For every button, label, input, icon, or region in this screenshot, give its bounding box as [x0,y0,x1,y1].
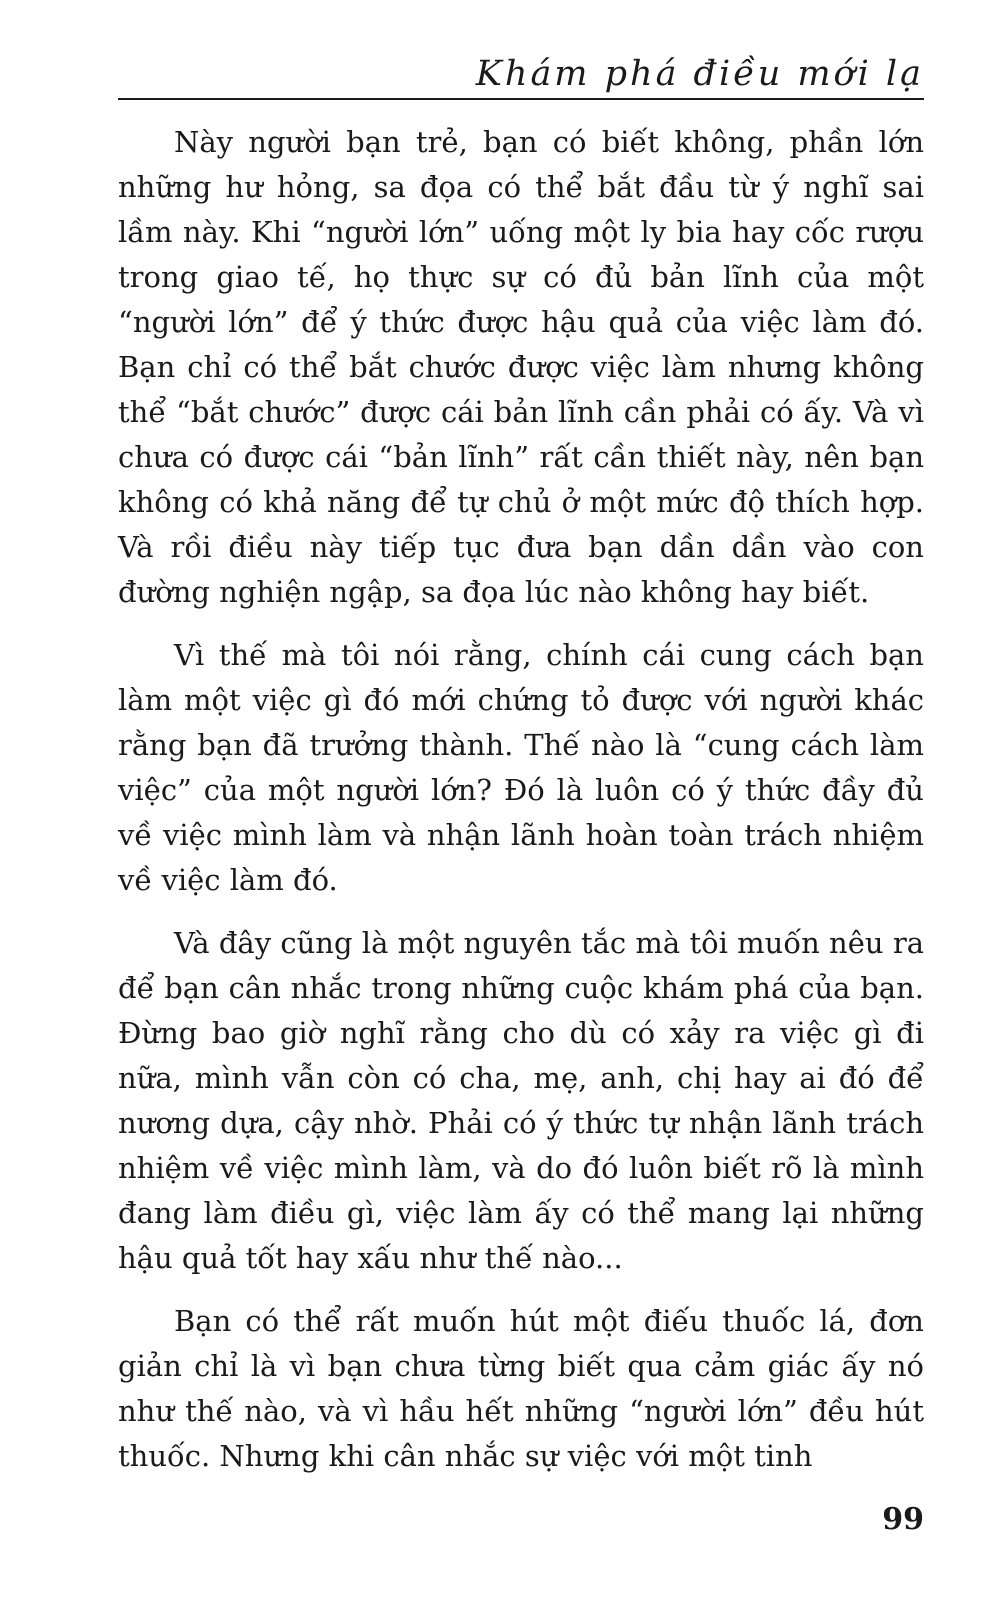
body-text [118,120,924,1497]
paragraph-3: Và đây cũng là một nguyên tắc mà tôi muốn nêu ra để bạn cân nhắc trong những cuộc khám phá của bạn. Đừng bao giờ nghĩ rằng cho dù có xảy ra việc gì đi nữa, mình vẫn còn có cha, mẹ, anh, chị hay ai đó để nương dựa, cậy nhờ. Phải có ý thức tự nhận lãnh trách nhiệm về việc mình làm, và do đó luôn biết rõ là mình đang làm điều gì, việc làm ấy có thể mang lại những hậu quả tốt hay xấu như thế nào... [118,926,924,1275]
paragraph-2: Vì thế mà tôi nói rằng, chính cái cung cách bạn làm một việc gì đó mới chứng tỏ được với người khác rằng bạn đã trưởng thành. Thế nào là “cung cách làm việc” của một người lớn? Đó là luôn có ý thức đầy đủ về việc mình làm và nhận lãnh hoàn toàn trách nhiệm về việc làm đó. [118,638,924,897]
paragraph-4: Bạn có thể rất muốn hút một điếu thuốc lá, đơn giản chỉ là vì bạn chưa từng biết qua cảm giác ấy nó như thế nào, và vì hầu hết những “người lớn” đều hút thuốc. Nhưng khi cân nhắc sự việc với một tinh [118,1304,924,1473]
running-header [118,52,924,100]
paragraph-1: Này người bạn trẻ, bạn có biết không, phần lớn những hư hỏng, sa đọa có thể bắt đầu từ ý nghĩ sai lầm này. Khi “người lớn” uống một ly bia hay cốc rượu trong giao tế, họ thực sự có đủ bản lĩnh của một “người lớn” để ý thức được hậu quả của việc làm đó. Bạn chỉ có thể bắt chước được việc làm nhưng không thể “bắt chước” được cái bản lĩnh cần phải có ấy. Và vì chưa có được cái “bản lĩnh” rất cần thiết này, nên bạn không có khả năng để tự chủ ở một mức độ thích hợp. Và rồi điều này tiếp tục đưa bạn dần dần vào con đường nghiện ngập, sa đọa lúc nào không hay biết. [118,125,924,609]
page-number: 99 [882,1502,924,1537]
running-header-title: Khám phá điều mới lạ [475,54,924,94]
